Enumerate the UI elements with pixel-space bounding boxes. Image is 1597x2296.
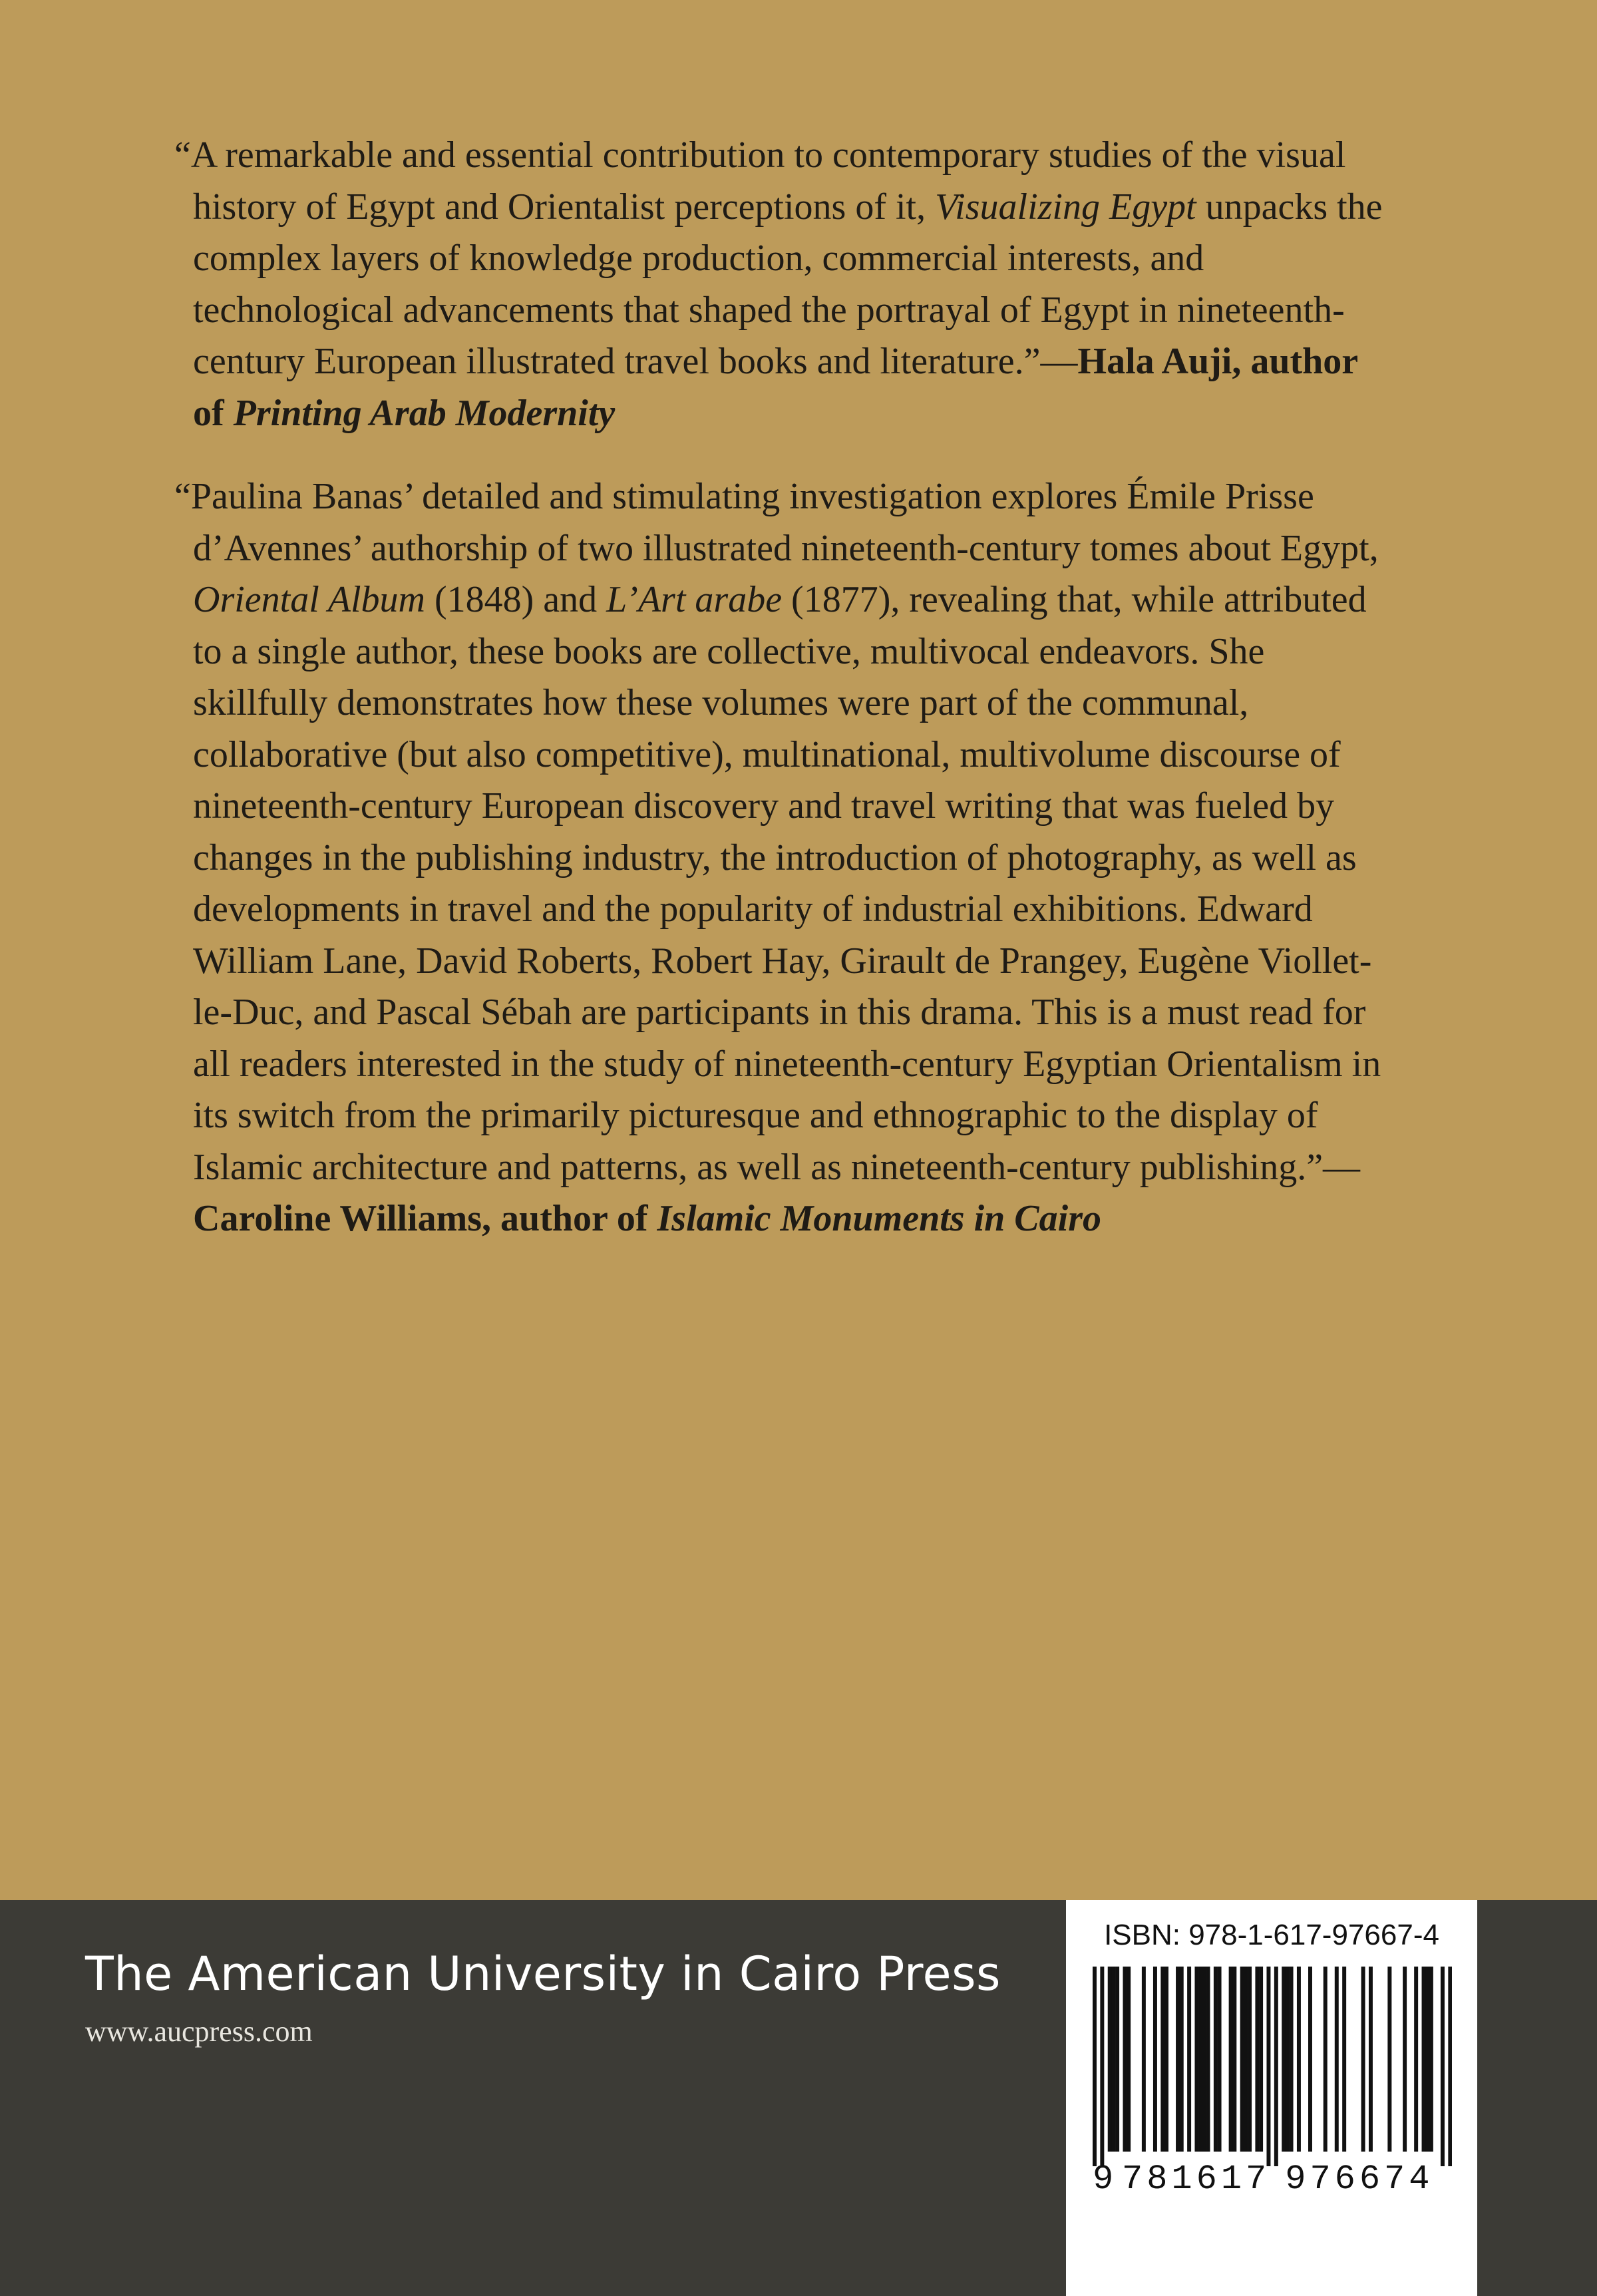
barcode-bar — [1286, 1967, 1290, 2152]
endorsement-williams — [174, 471, 1385, 1245]
endorsements — [174, 130, 1385, 1245]
endorsement-text-segment: L’Art arabe — [606, 579, 783, 620]
barcode-bar — [1206, 1967, 1210, 2152]
publisher-name: The American University in Cairo Press — [85, 1947, 1001, 2001]
barcode-bar — [1255, 1967, 1259, 2152]
barcode-bar — [1361, 1967, 1365, 2152]
barcode-bar — [1214, 1967, 1218, 2152]
barcode-bar — [1111, 1967, 1115, 2152]
barcode-bar — [1153, 1967, 1157, 2152]
barcode-bar — [1266, 1967, 1270, 2166]
endorsement-text-segment: (1848) and — [425, 579, 607, 620]
barcode-digits-right: 976674 — [1285, 2160, 1434, 2199]
barcode-bar — [1248, 1967, 1252, 2152]
barcode-bar — [1160, 1967, 1164, 2152]
barcode-bar — [1324, 1967, 1328, 2152]
isbn-label: ISBN: 978-1-617-97667-4 — [1104, 1919, 1439, 1951]
barcode-bar — [1282, 1967, 1286, 2152]
barcode-bar — [1290, 1967, 1294, 2152]
barcode-bar — [1414, 1967, 1418, 2152]
endorsement-text-segment: “A remarkable and essential contribution to contemporary studies of the visual history of Egypt and Orientalist perceptions of it, — [174, 134, 1346, 228]
endorsement-text-segment: “Paulina Banas’ detailed and stimulating investigation explores Émile Prisse d’Avennes’ authorship of two illustrated nineteenth-century tomes about Egypt, — [174, 476, 1379, 569]
barcode-bar — [1240, 1967, 1244, 2152]
publisher-website: www.aucpress.com — [85, 2015, 313, 2048]
endorsement-text-segment: Islamic Monuments in Cairo — [657, 1198, 1101, 1239]
barcode-bar — [1194, 1967, 1198, 2152]
barcode-digits-left: 781617 — [1122, 2160, 1271, 2199]
barcode-bar — [1187, 1967, 1191, 2152]
barcode-bar — [1441, 1967, 1445, 2166]
barcode-bar — [1369, 1967, 1373, 2152]
barcode-bar — [1403, 1967, 1407, 2152]
barcode-bar — [1164, 1967, 1168, 2152]
barcode-bar — [1108, 1967, 1112, 2152]
barcode-bar — [1123, 1967, 1127, 2152]
endorsement-text-segment: Visualizing Egypt — [935, 186, 1196, 228]
barcode-bar — [1229, 1967, 1233, 2152]
barcode-bar — [1232, 1967, 1236, 2152]
endorsement-text-segment: (1877), revealing that, while attributed to a single author, these books are collective, multivocal endeavors. She skillfully demonstrates how these volumes were part of the communal, collaborative (but also competitive), multinational, multivolume discourse of nineteenth-century European discovery and travel writing that was fueled by changes in the publishing industry, the introduction of photography, as well as developments in travel and the popularity of industrial exhibitions. Edward William Lane, David Roberts, Robert Hay, Girault de Prangey, Eugène Viollet-le-Duc, and Pascal Sébah are participants in this drama. This is a must read for all readers interested in the study of nineteenth-century Egyptian Orientalism in its switch from the primarily picturesque and ethnographic to the display of Islamic architecture and patterns, as well as nineteenth-century publishing.”— — [193, 579, 1381, 1188]
barcode-bar — [1127, 1967, 1131, 2152]
barcode-bar — [1100, 1967, 1104, 2166]
barcode-bar — [1180, 1967, 1184, 2152]
barcode-bar — [1387, 1967, 1391, 2152]
barcode-digits — [1093, 2160, 1465, 2199]
barcode-bar — [1176, 1967, 1180, 2152]
barcode-bar — [1202, 1967, 1206, 2152]
barcode-bar — [1274, 1967, 1278, 2166]
barcode-bar — [1218, 1967, 1222, 2152]
endorsement-text-segment: Hala Auji, author of — [193, 341, 1358, 434]
barcode-bar — [1093, 1967, 1097, 2166]
isbn-barcode-box — [1066, 1900, 1477, 2296]
barcode-bar — [1422, 1967, 1426, 2152]
barcode-bar — [1297, 1967, 1301, 2152]
barcode-bar — [1115, 1967, 1119, 2152]
barcode-bar — [1429, 1967, 1433, 2152]
barcode-icon — [1093, 1967, 1452, 2166]
barcode-bar — [1425, 1967, 1429, 2152]
barcode-digit-first: 9 — [1093, 2160, 1114, 2199]
endorsement-text-segment: Printing Arab Modernity — [233, 392, 616, 434]
endorsement-text-segment: unpacks the complex layers of knowledge production, commercial interests, and technological advancements that shaped the portrayal of Egypt in nineteenth-century European illustrated travel books and literature.”— — [193, 186, 1383, 382]
barcode-bar — [1259, 1967, 1263, 2152]
barcode-bar — [1244, 1967, 1248, 2152]
barcode-bar — [1308, 1967, 1312, 2152]
barcode-bar — [1198, 1967, 1202, 2152]
barcode-bar — [1142, 1967, 1146, 2152]
barcode-bar — [1335, 1967, 1339, 2152]
barcode-bar — [1342, 1967, 1346, 2152]
endorsement-text-segment: Caroline Williams, author of — [193, 1198, 657, 1239]
endorsement-text-segment: Oriental Album — [193, 579, 425, 620]
endorsement-auji — [174, 130, 1385, 439]
barcode-bar — [1448, 1967, 1452, 2166]
